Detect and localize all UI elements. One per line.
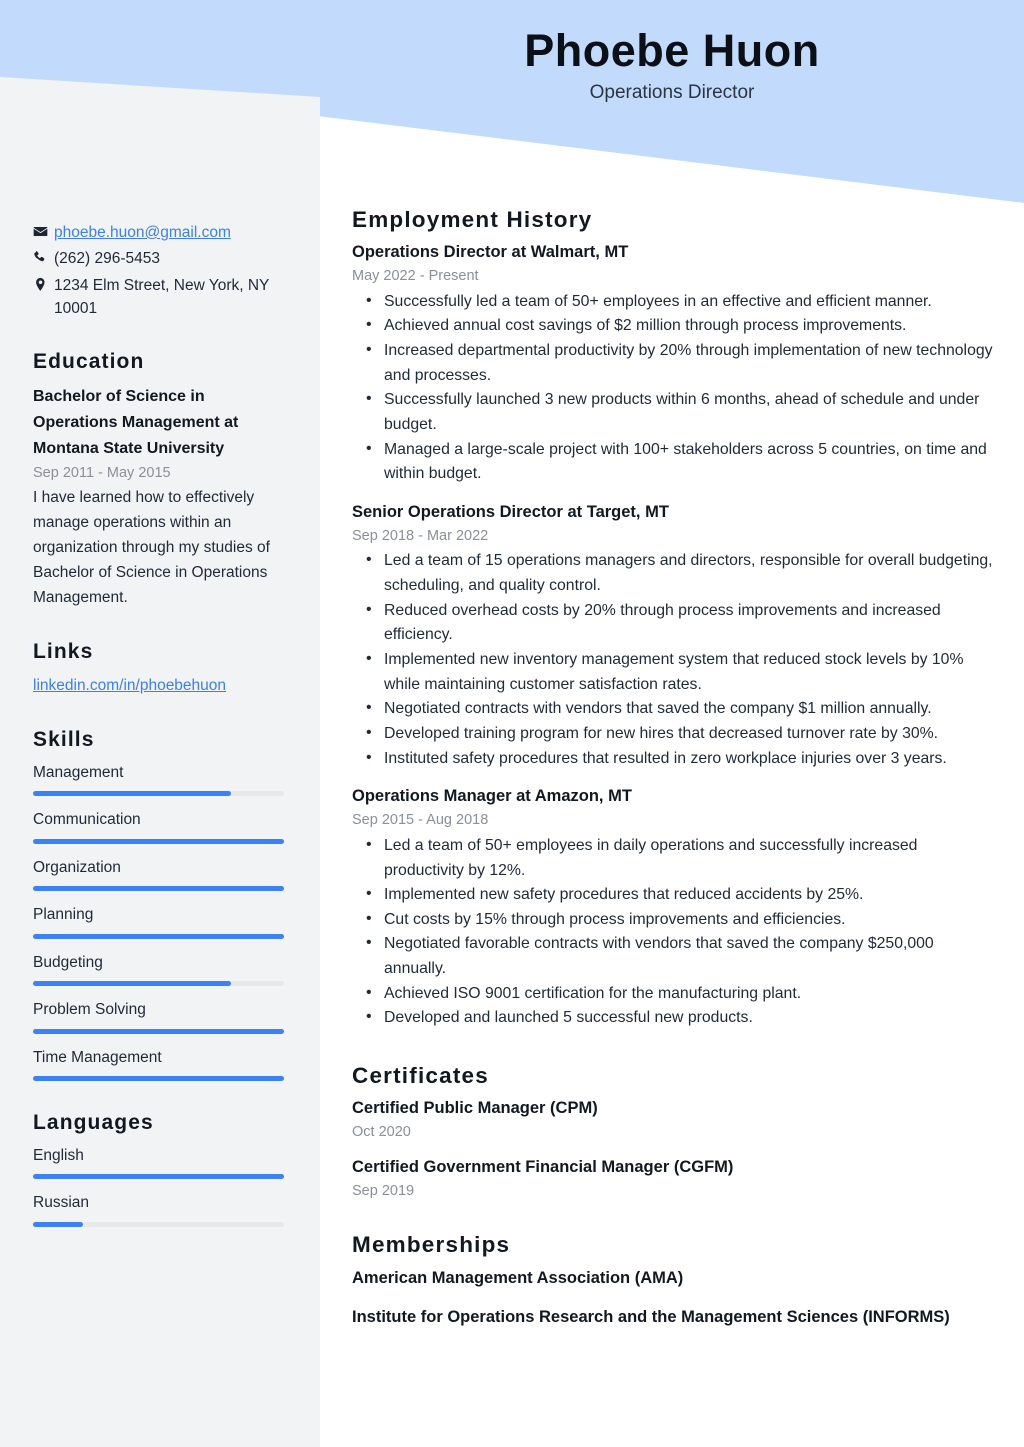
membership-entry	[352, 1266, 996, 1291]
language-label: Russian	[33, 1194, 89, 1212]
contact-item-phone	[33, 247, 284, 270]
section-certificates	[352, 1063, 996, 1202]
job-date: May 2022 - Present	[352, 267, 479, 284]
skill-item	[33, 857, 284, 891]
job-bullet: • Successfully launched 3 new products within 6 months, ahead of schedule and under budget.	[384, 388, 996, 437]
section-education	[33, 350, 284, 610]
skill-item	[33, 762, 284, 796]
job-bullet: • Cut costs by 15% through process improvements and efficiencies.	[384, 908, 996, 933]
certificate-date: Oct 2020	[352, 1123, 411, 1140]
certificate-entry	[352, 1097, 996, 1144]
language-bar-fill	[33, 1174, 284, 1179]
language-bar-track	[33, 1174, 284, 1179]
job-bullet: • Successfully led a team of 50+ employees in an effective and efficient manner.	[384, 290, 996, 315]
job-bullet: • Negotiated contracts with vendors that saved the company $1 million annually.	[384, 697, 996, 722]
language-item	[33, 1145, 284, 1179]
skill-bar-fill	[33, 839, 284, 844]
certificates-list	[352, 1097, 996, 1202]
candidate-name: Phoebe Huon	[524, 25, 820, 76]
memberships-heading: Memberships	[352, 1232, 511, 1258]
job-bullet: • Led a team of 50+ employees in daily operations and successfully increased productivity by 12%.	[384, 834, 996, 883]
section-languages	[33, 1111, 284, 1227]
contact-item-email	[33, 221, 284, 244]
job-title: Operations Director at Walmart, MT	[352, 243, 629, 261]
skill-bar-track	[33, 886, 284, 891]
skill-bar-track	[33, 791, 284, 796]
certificate-entry	[352, 1156, 996, 1203]
education-entry	[33, 384, 284, 610]
job-bullet: • Led a team of 15 operations managers and directors, responsible for overall budgeting, scheduling, and quality control.	[384, 549, 996, 598]
job-entry	[352, 501, 996, 771]
skill-label: Time Management	[33, 1048, 162, 1066]
candidate-job-title: Operations Director	[589, 81, 755, 103]
contact-list	[33, 221, 284, 320]
certificate-date: Sep 2019	[352, 1182, 415, 1199]
section-memberships	[352, 1232, 996, 1330]
skill-item	[33, 952, 284, 986]
skill-bar-fill	[33, 791, 231, 796]
skill-label: Budgeting	[33, 953, 103, 971]
skill-bar-track	[33, 934, 284, 939]
education-title: Bachelor of Science in Operations Management at Montana State University	[33, 388, 239, 457]
contact-address-value: 1234 Elm Street, New York, NY 10001	[54, 276, 270, 317]
job-bullet: • Developed and launched 5 successful new products.	[384, 1006, 996, 1031]
language-label: English	[33, 1146, 84, 1164]
membership-title: American Management Association (AMA)	[352, 1269, 684, 1288]
skill-label: Communication	[33, 811, 141, 829]
envelope-icon	[33, 221, 54, 239]
job-title: Senior Operations Director at Target, MT	[352, 502, 669, 521]
job-entry	[352, 785, 996, 1031]
skill-bar-track	[33, 1029, 284, 1034]
skills-list	[33, 762, 284, 1081]
linkedin-link[interactable]: linkedin.com/in/phoebehuon	[33, 677, 227, 695]
main-content	[320, 0, 1024, 1447]
job-bullet: • Reduced overhead costs by 20% through process improvements and increased efficiency.	[384, 599, 996, 648]
contact-email-value[interactable]	[54, 221, 284, 244]
memberships-list	[352, 1266, 996, 1330]
employment-heading: Employment History	[352, 207, 593, 232]
certificate-title: Certified Government Financial Manager (CGFM)	[352, 1157, 734, 1176]
job-bullet-list	[352, 834, 996, 1031]
job-bullet: • Achieved ISO 9001 certification for the manufacturing plant.	[384, 982, 996, 1007]
job-bullet: • Managed a large-scale project with 100+ stakeholders across 5 countries, on time and within budget.	[384, 438, 996, 487]
skill-bar-fill	[33, 1076, 284, 1081]
skill-bar-track	[33, 1076, 284, 1081]
location-pin-icon	[33, 274, 54, 292]
certificates-heading: Certificates	[352, 1063, 489, 1089]
skill-item	[33, 904, 284, 938]
links-heading: Links	[33, 640, 94, 664]
skill-bar-track	[33, 839, 284, 844]
section-links	[33, 640, 284, 697]
email-link[interactable]: phoebe.huon@gmail.com	[54, 224, 231, 241]
skill-bar-fill	[33, 886, 284, 891]
sidebar	[0, 0, 320, 1447]
section-employment	[352, 207, 996, 1031]
job-title: Operations Manager at Amazon, MT	[352, 787, 632, 806]
education-description: I have learned how to effectively manage operations within an organization through my studies of Bachelor of Science in Operations Management.	[33, 489, 270, 606]
section-skills	[33, 728, 284, 1081]
skill-item	[33, 809, 284, 843]
job-bullet-list	[352, 549, 996, 771]
contact-item-address	[33, 274, 284, 321]
skill-label: Organization	[33, 858, 121, 876]
job-bullet: • Instituted safety procedures that resulted in zero workplace injuries over 3 years.	[384, 747, 996, 772]
skill-item	[33, 1047, 284, 1081]
skills-heading: Skills	[33, 727, 95, 751]
skill-bar-track	[33, 981, 284, 986]
education-heading: Education	[33, 350, 145, 373]
job-bullet: • Developed training program for new hires that decreased turnover rate by 30%.	[384, 722, 996, 747]
education-date: Sep 2011 - May 2015	[33, 464, 171, 481]
job-bullet-list	[352, 290, 996, 487]
certificate-title: Certified Public Manager (CPM)	[352, 1099, 598, 1118]
contact-phone-value: (262) 296-5453	[54, 250, 160, 268]
membership-title: Institute for Operations Research and the Management Sciences (INFORMS)	[352, 1308, 950, 1327]
job-bullet: • Achieved annual cost savings of $2 million through process improvements.	[384, 314, 996, 339]
phone-icon	[33, 247, 54, 265]
skill-label: Planning	[33, 906, 94, 924]
languages-heading: Languages	[33, 1110, 154, 1134]
job-bullet: • Implemented new inventory management system that reduced stock levels by 10% while maintaining customer satisfaction rates.	[384, 648, 996, 697]
skill-item	[33, 999, 284, 1033]
job-entry	[352, 241, 996, 487]
skill-label: Problem Solving	[33, 1001, 146, 1019]
employment-list	[352, 241, 996, 1031]
skill-bar-fill	[33, 1029, 284, 1034]
language-bar-track	[33, 1222, 284, 1227]
header	[320, 26, 1024, 104]
job-date: Sep 2018 - Mar 2022	[352, 527, 489, 544]
job-bullet: • Increased departmental productivity by 20% through implementation of new technology and processes.	[384, 339, 996, 388]
skill-bar-fill	[33, 934, 284, 939]
language-bar-fill	[33, 1222, 83, 1227]
job-bullet: • Implemented new safety procedures that reduced accidents by 25%.	[384, 883, 996, 908]
job-bullet: • Negotiated favorable contracts with vendors that saved the company $250,000 annually.	[384, 932, 996, 981]
languages-list	[33, 1145, 284, 1227]
skill-bar-fill	[33, 981, 231, 986]
membership-entry	[352, 1305, 996, 1330]
job-date: Sep 2015 - Aug 2018	[352, 812, 489, 829]
skill-label: Management	[33, 763, 124, 781]
language-item	[33, 1192, 284, 1226]
